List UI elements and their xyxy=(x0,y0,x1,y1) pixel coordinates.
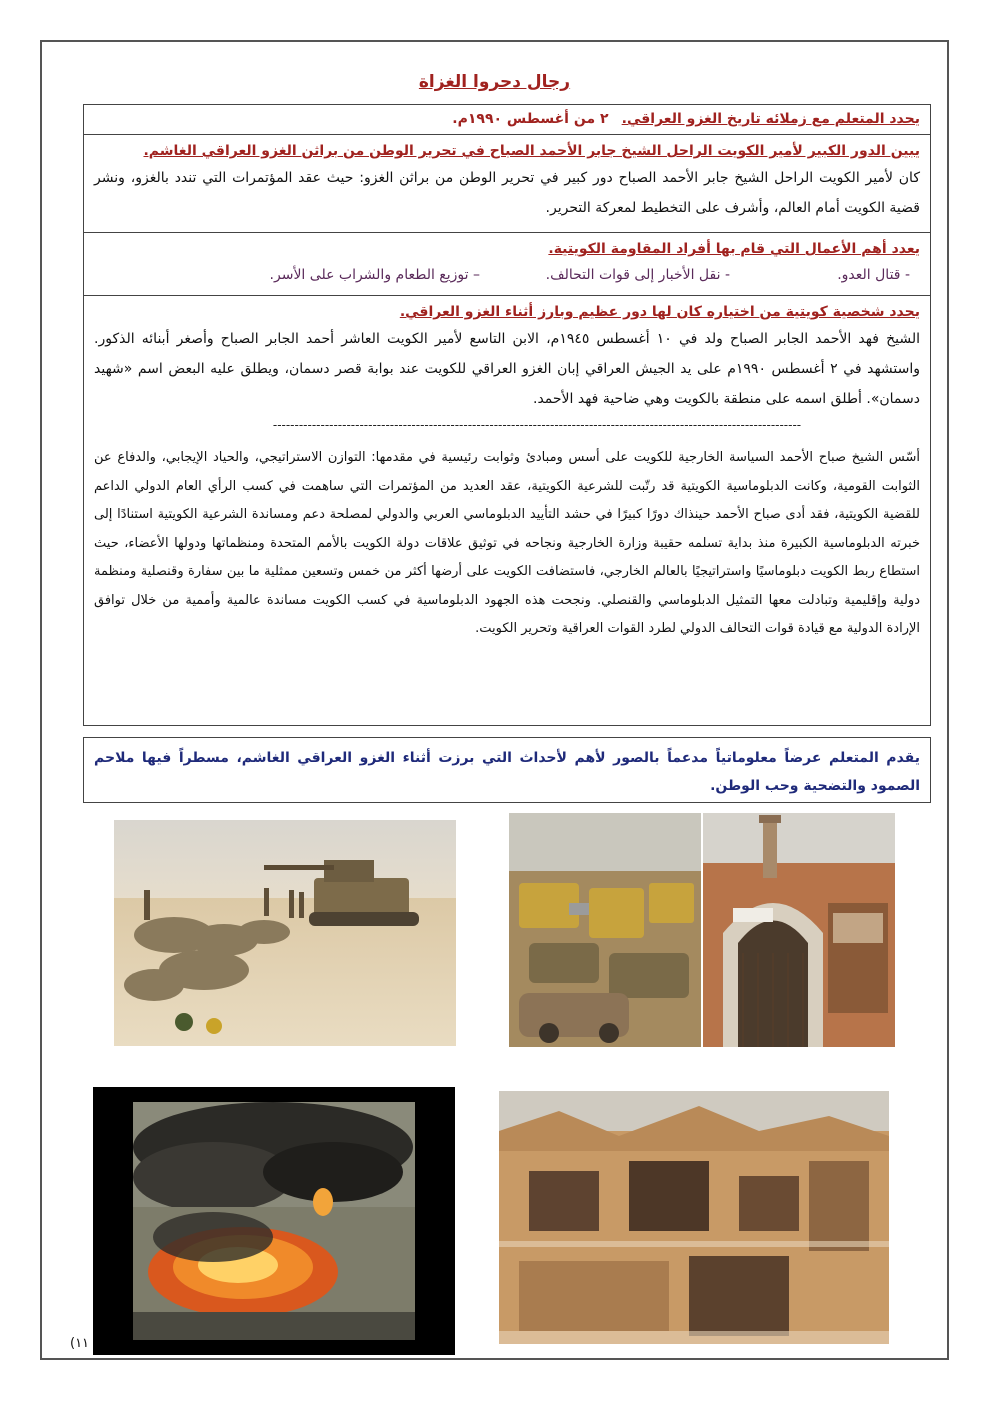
objective-resistance-acts xyxy=(84,233,930,296)
photo-soldiers-praying xyxy=(114,820,456,1046)
invasion-date: ٢ من أغسطس ١٩٩٠م. xyxy=(452,111,609,127)
objective-heading: يحدد المتعلم مع زملائه تاريخ الغزو العراقي. xyxy=(621,111,920,127)
list-item: - قتال العدو. xyxy=(837,267,910,283)
photo-dasman-palace-gate xyxy=(703,813,895,1047)
objective-heading: يبين الدور الكبير لأمير الكويت الراحل الشيخ جابر الأحمد الصباح في تحرير الوطن من براثن الغزو العراقي الغاشم. xyxy=(143,143,920,159)
list-item: – توزيع الطعام والشراب على الأسر. xyxy=(269,267,480,283)
objective-emir-role xyxy=(84,135,930,233)
objectives-table xyxy=(83,104,931,726)
photo-burning-oil-well xyxy=(93,1087,455,1355)
objective-answer-extra: أسّس الشيخ صباح الأحمد السياسة الخارجية للكويت على أسس ومبادئ وثوابت رئيسية في مقدمها: التوازن الاستراتيجي، والحياد الإيجابي، والدفاع عن الثوابت القومية، وكانت الدبلوماسية الكويتية قد رتّبت للشرعية الكويتية، عقد العديد من المؤتمرات التي ساهمت في كسب الرأي العام الدولي الداعم للقضية الكويتية، فقد أدى صباح الأحمد حينذاك دورًا كبيرًا في حشد التأييد الدبلوماسي العربي والدولي لمصلحة دعم ومساندة الشرعية الكويتية استنادًا إلى خبرته الدبلوماسية الكبيرة منذ بداية تسلمه حقيبة وزارة الخارجية ونجاحه في توثيق علاقات دولة الكويت بالأمم المتحدة ومنظماتها ودولها الأعضاء، حيث استطاع ربط الكويت دبلوماسيًا واستراتيجيًا بالعالم الخارجي، فاستضافت الكويت على أرضها أكثر من خمس وتسعين ممثلية ما بين سفارة وقنصلية ومنظمة دولية وإقليمية وتبادلت معها التمثيل الدبلوماسي والقنصلي. ونجحت هذه الجهود الدبلوماسية في كسب الكويت مساندة عالمية وأممية من خلال توافق الإرادة الدولية مع قيادة قوات التحالف الدولي لطرد القوات العراقية وتحرير الكويت. xyxy=(94,450,920,636)
objective-invasion-date xyxy=(84,105,930,135)
photo-destroyed-vehicles xyxy=(509,813,701,1047)
list-item: - نقل الأخبار إلى قوات التحالف. xyxy=(545,267,730,283)
divider-line: -------------------------------------------------------------------------------------------------------------------------- xyxy=(272,418,802,432)
objective-kuwaiti-figure xyxy=(84,296,930,725)
page-title: رجال دحروا الغزاة xyxy=(418,72,571,92)
objective-heading: يعدد أهم الأعمال التي قام بها أفراد المقاومة الكويتية. xyxy=(548,241,920,257)
task-box: يقدم المتعلم عرضاً معلوماتياً مدعماً بالصور لأهم لأحداث التي برزت أثناء الغزو العراقي الغاشم، مسطراً فيها ملاحم الصمود والتضحية وحب الوطن. xyxy=(83,737,931,803)
page-number: (١١ xyxy=(70,1336,90,1351)
resistance-acts-list xyxy=(94,261,920,289)
photo-destroyed-building xyxy=(499,1091,889,1344)
objective-heading: يحدد شخصية كويتية من اختياره كان لها دور عظيم وبارز أثناء الغزو العراقي. xyxy=(399,304,920,320)
objective-answer: كان لأمير الكويت الراحل الشيخ جابر الأحمد الصباح دور كبير في تحرير الوطن من براثن الغزو: حيث عقد المؤتمرات التي تندد بالغزو، ونشر قضية الكويت أمام العالم، وأشرف على التخطيط لمعركة التحرير. xyxy=(94,170,920,216)
objective-answer: الشيخ فهد الأحمد الجابر الصباح ولد في ١٠ أغسطس ١٩٤٥م، الابن التاسع لأمير الكويت العاشر أحمد الجابر الصباح وأصغر أبنائه الذكور. واستشهد في ٢ أغسطس ١٩٩٠م على يد الجيش العراقي إبان الغزو العراقي للكويت عند بوابة قصر دسمان، ويطلق عليه البعض اسم «شهيد دسمان». أطلق اسمه على منطقة بالكويت وهي ضاحية فهد الأحمد. xyxy=(94,331,920,407)
